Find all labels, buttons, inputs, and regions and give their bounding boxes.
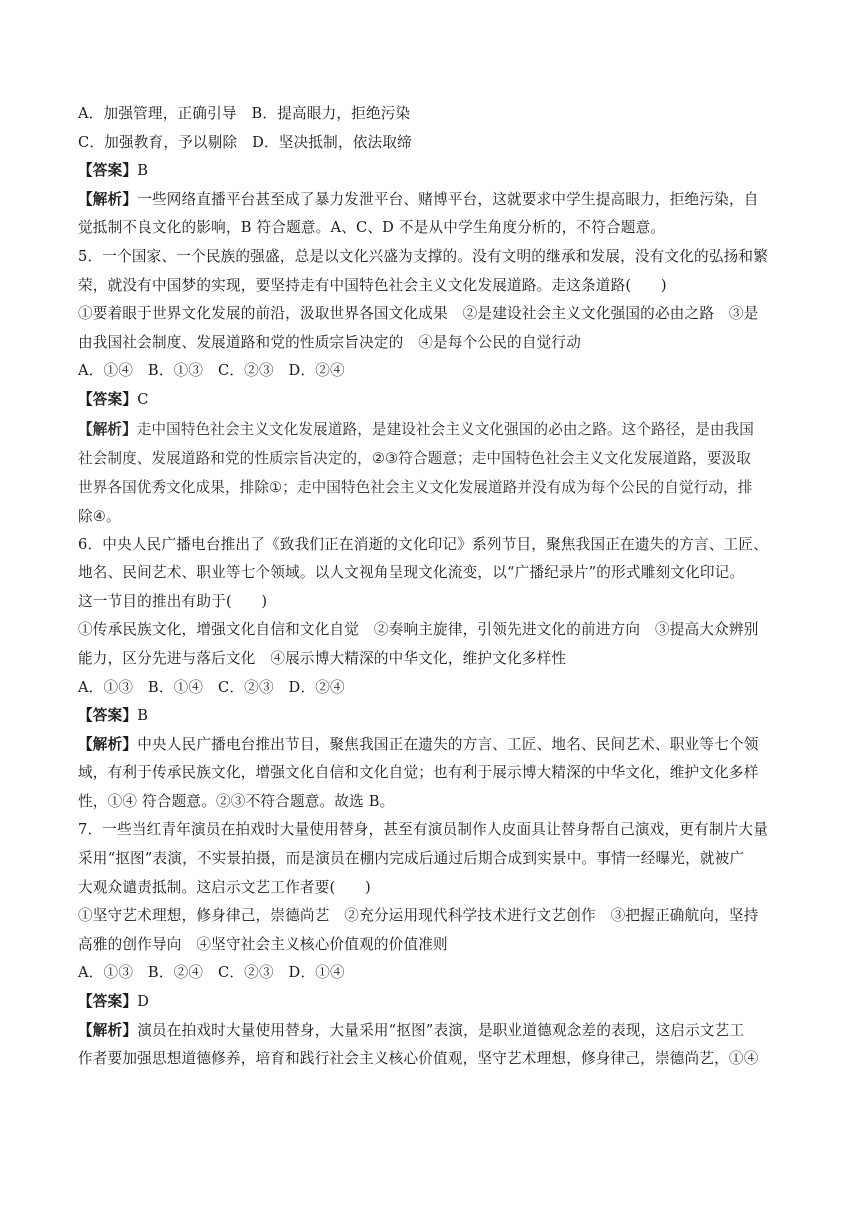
line-text: 除④。 bbox=[78, 507, 121, 525]
line-text: 7．一些当红青年演员在拍戏时大量使用替身，甚至有演员制作人皮面具让替身帮自己演戏，更有制片大量 bbox=[78, 821, 769, 839]
line-text: 世界各国优秀文化成果，排除①；走中国特色社会主义文化发展道路并没有成为每个公民的自觉行动，排 bbox=[78, 478, 753, 496]
text-line bbox=[78, 329, 790, 358]
section-label: 【答案】 bbox=[78, 162, 138, 180]
line-text: 能力，区分先进与落后文化 ④展示博大精深的中华文化，维护文化多样性 bbox=[78, 649, 567, 667]
line-text: 地名、民间艺术、职业等七个领域。以人文视角呈现文化流变，以“广播纪录片”的形式雕刻文化印记。 bbox=[78, 564, 745, 582]
text-line bbox=[78, 816, 790, 845]
line-text: 荣，就没有中国梦的实现，要坚持走有中国特色社会主义文化发展道路。走这条道路( ) bbox=[78, 276, 667, 294]
line-text: 域，有利于传承民族文化，增强文化自信和文化自觉；也有利于展示博大精深的中华文化，维护文化多样 bbox=[78, 764, 759, 782]
section-label: 【答案】 bbox=[78, 390, 138, 408]
text-line bbox=[78, 1045, 790, 1074]
line-text: 作者要加强思想道德修养，培育和践行社会主义核心价值观，坚守艺术理想，修身律己，崇德尚艺，①④ bbox=[78, 1050, 759, 1068]
line-text: 一些网络直播平台甚至成了暴力发泄平台、赌博平台，这就要求中学生提高眼力，拒绝污染，自 bbox=[137, 190, 759, 208]
text-line bbox=[78, 759, 790, 788]
text-line bbox=[78, 272, 790, 301]
line-text: 性，①④ 符合题意。②③不符合题意。故选 B。 bbox=[78, 792, 395, 810]
line-text: A．①③ B．①④ C．②③ D．②④ bbox=[78, 678, 345, 696]
text-line bbox=[78, 300, 790, 329]
text-line bbox=[78, 674, 790, 703]
text-line bbox=[78, 645, 790, 674]
line-text: 社会制度、发展道路和党的性质宗旨决定的，②③符合题意；走中国特色社会主义文化发展道路，要汲取 bbox=[78, 449, 751, 467]
line-text: A．①③ B．②④ C．②③ D．①④ bbox=[78, 964, 345, 982]
text-line bbox=[78, 157, 790, 186]
line-text: 走中国特色社会主义文化发展道路，是建设社会主义文化强国的必由之路。这个路径，是由我国 bbox=[136, 420, 754, 438]
text-line bbox=[78, 902, 790, 931]
line-text: 采用“抠图”表演，不实景拍摄，而是演员在棚内完成后通过后期合成到实景中。事情一经曝光，就被广 bbox=[78, 850, 745, 868]
line-text: 6．中央人民广播电台推出了《致我们正在消逝的文化印记》系列节目，聚焦我国正在遗失的方言、工匠、 bbox=[78, 535, 769, 553]
text-line bbox=[78, 1017, 790, 1046]
line-text: ①坚守艺术理想，修身律己，崇德尚艺 ②充分运用现代科学技术进行文艺创作 ③把握正确航向，坚持 bbox=[78, 907, 759, 925]
document-body bbox=[78, 100, 790, 1074]
line-text: 由我国社会制度、发展道路和党的性质宗旨决定的 ④是每个公民的自觉行动 bbox=[78, 333, 581, 351]
line-text: 觉抵制不良文化的影响，B 符合题意。A、C、D 不是从中学生角度分析的，不符合题意。 bbox=[78, 219, 666, 237]
text-line bbox=[78, 386, 790, 415]
line-text: C．加强教育，予以剔除 D．坚决抵制，依法取缔 bbox=[78, 133, 412, 151]
line-text: A．①④ B．①③ C．②③ D．②④ bbox=[78, 362, 345, 380]
text-line bbox=[78, 731, 790, 760]
line-text: ①要着眼于世界文化发展的前沿，汲取世界各国文化成果 ②是建设社会主义文化强国的必由之路 ③是 bbox=[78, 305, 759, 323]
text-line bbox=[78, 129, 790, 158]
line-text: 这一节目的推出有助于( ) bbox=[78, 592, 268, 610]
text-line bbox=[78, 100, 790, 129]
section-label: 【解析】 bbox=[78, 1021, 138, 1039]
text-line bbox=[78, 415, 790, 444]
text-line bbox=[78, 845, 790, 874]
section-label: 【答案】 bbox=[78, 993, 138, 1011]
line-text: 5．一个国家、一个民族的强盛，总是以文化兴盛为支撑的。没有文明的继承和发展，没有文化的弘扬和繁 bbox=[78, 247, 769, 265]
text-line bbox=[78, 444, 790, 473]
text-line bbox=[78, 559, 790, 588]
line-text: ①传承民族文化，增强文化自信和文化自觉 ②奏响主旋律，引领先进文化的前进方向 ③提高大众辨别 bbox=[78, 621, 759, 639]
text-line bbox=[78, 616, 790, 645]
section-label: 【解析】 bbox=[78, 420, 137, 438]
text-line bbox=[78, 243, 790, 272]
text-line bbox=[78, 357, 790, 386]
line-text: 中央人民广播电台推出节目，聚焦我国正在遗失的方言、工匠、地名、民间艺术、职业等七个领 bbox=[137, 735, 759, 753]
line-text: B bbox=[137, 162, 149, 180]
line-text: 高雅的创作导向 ④坚守社会主义核心价值观的价值准则 bbox=[78, 935, 448, 953]
text-line bbox=[78, 959, 790, 988]
line-text: C bbox=[137, 390, 149, 408]
line-text: A．加强管理，正确引导 B．提高眼力，拒绝污染 bbox=[78, 105, 411, 122]
text-line bbox=[78, 788, 790, 817]
section-label: 【解析】 bbox=[78, 190, 138, 208]
line-text: B bbox=[137, 707, 149, 725]
line-text: D bbox=[137, 993, 150, 1011]
line-text: 大观众谴责抵制。这启示文艺工作者要( ) bbox=[78, 878, 371, 896]
section-label: 【解析】 bbox=[78, 735, 138, 753]
text-line bbox=[78, 874, 790, 903]
line-text: 演员在拍戏时大量使用替身，大量采用“抠图”表演，是职业道德观念差的表现，这启示文艺工 bbox=[137, 1021, 745, 1039]
text-line bbox=[78, 988, 790, 1017]
section-label: 【答案】 bbox=[78, 707, 138, 725]
text-line bbox=[78, 588, 790, 617]
text-line bbox=[78, 214, 790, 243]
text-line bbox=[78, 931, 790, 960]
text-line bbox=[78, 186, 790, 215]
text-line bbox=[78, 531, 790, 560]
text-line bbox=[78, 502, 790, 531]
text-line bbox=[78, 473, 790, 502]
text-line bbox=[78, 702, 790, 731]
